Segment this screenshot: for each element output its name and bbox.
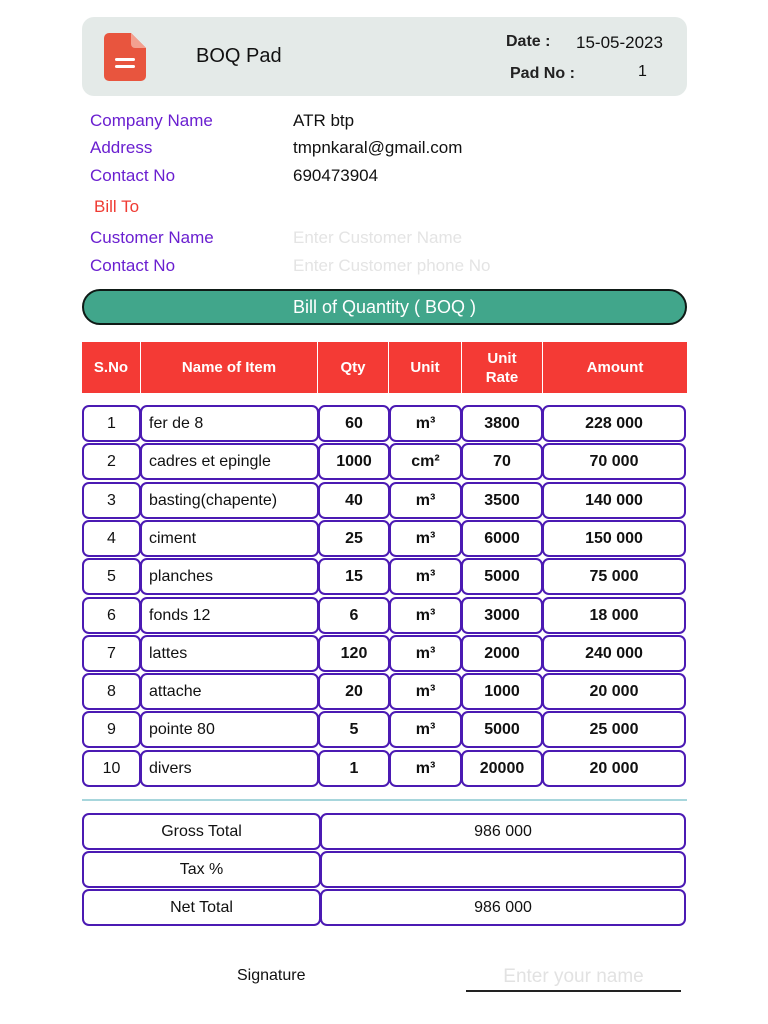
cell-qty[interactable]: 20 — [318, 673, 390, 710]
cell-item-name[interactable]: pointe 80 — [140, 711, 319, 748]
cell-unit[interactable]: m³ — [389, 635, 462, 672]
customer-name-label: Customer Name — [90, 228, 214, 247]
cell-unit-rate[interactable]: 5000 — [461, 558, 543, 595]
header-item: Name of Item — [181, 359, 277, 376]
cell-unit-rate[interactable]: 3000 — [461, 597, 543, 634]
cell-sno[interactable]: 1 — [82, 405, 141, 442]
cell-sno[interactable]: 5 — [82, 558, 141, 595]
cell-sno[interactable]: 2 — [82, 443, 141, 480]
cell-unit[interactable]: m³ — [389, 558, 462, 595]
cell-item-name[interactable]: divers — [140, 750, 319, 787]
cell-unit[interactable]: m³ — [389, 482, 462, 519]
boq-title-bar: Bill of Quantity ( BOQ ) — [82, 289, 687, 325]
customer-name-input[interactable] — [290, 227, 596, 249]
gross-total-label: Gross Total — [82, 813, 321, 850]
cell-item-name[interactable]: cadres et epingle — [140, 443, 319, 480]
cell-amount[interactable]: 25 000 — [542, 711, 686, 748]
header-amount: Amount — [586, 359, 644, 376]
signature-label: Signature — [237, 967, 306, 984]
header-unit-rate: Unit Rate — [485, 349, 519, 386]
signature-name-input[interactable] — [466, 964, 681, 992]
table-header — [82, 342, 687, 393]
cell-item-name[interactable]: lattes — [140, 635, 319, 672]
cell-qty[interactable]: 25 — [318, 520, 390, 557]
cell-item-name[interactable]: basting(chapente) — [140, 482, 319, 519]
cell-qty[interactable]: 5 — [318, 711, 390, 748]
cell-item-name[interactable]: planches — [140, 558, 319, 595]
cell-amount[interactable]: 20 000 — [542, 673, 686, 710]
cell-unit[interactable]: cm² — [389, 443, 462, 480]
cell-amount[interactable]: 228 000 — [542, 405, 686, 442]
cell-item-name[interactable]: attache — [140, 673, 319, 710]
cell-sno[interactable]: 7 — [82, 635, 141, 672]
cell-amount[interactable]: 240 000 — [542, 635, 686, 672]
cell-sno[interactable]: 6 — [82, 597, 141, 634]
company-contact-label: Contact No — [90, 166, 176, 185]
address-value[interactable]: tmpnkaral@gmail.com — [293, 138, 463, 157]
cell-amount[interactable]: 18 000 — [542, 597, 686, 634]
header-qty: Qty — [340, 359, 366, 376]
cell-qty[interactable]: 15 — [318, 558, 390, 595]
cell-unit[interactable]: m³ — [389, 750, 462, 787]
date-value[interactable]: 15-05-2023 — [576, 33, 663, 52]
cell-sno[interactable]: 8 — [82, 673, 141, 710]
customer-contact-label: Contact No — [90, 256, 176, 275]
cell-sno[interactable]: 3 — [82, 482, 141, 519]
cell-amount[interactable]: 75 000 — [542, 558, 686, 595]
company-name-value[interactable]: ATR btp — [293, 111, 355, 130]
gross-total-value: 986 000 — [320, 813, 686, 850]
cell-qty[interactable]: 1000 — [318, 443, 390, 480]
cell-unit-rate[interactable]: 1000 — [461, 673, 543, 710]
cell-qty[interactable]: 60 — [318, 405, 390, 442]
cell-unit-rate[interactable]: 2000 — [461, 635, 543, 672]
date-label: Date : — [506, 33, 551, 50]
cell-qty[interactable]: 40 — [318, 482, 390, 519]
cell-qty[interactable]: 6 — [318, 597, 390, 634]
cell-unit-rate[interactable]: 5000 — [461, 711, 543, 748]
cell-sno[interactable]: 10 — [82, 750, 141, 787]
header-card — [82, 17, 687, 96]
separator-line — [82, 799, 687, 801]
cell-unit-rate[interactable]: 3500 — [461, 482, 543, 519]
cell-unit[interactable]: m³ — [389, 597, 462, 634]
bill-to-heading: Bill To — [94, 197, 140, 216]
cell-amount[interactable]: 20 000 — [542, 750, 686, 787]
cell-qty[interactable]: 120 — [318, 635, 390, 672]
cell-sno[interactable]: 4 — [82, 520, 141, 557]
cell-unit-rate[interactable]: 20000 — [461, 750, 543, 787]
cell-unit-rate[interactable]: 6000 — [461, 520, 543, 557]
cell-amount[interactable]: 140 000 — [542, 482, 686, 519]
cell-unit[interactable]: m³ — [389, 711, 462, 748]
app-title: BOQ Pad — [196, 45, 282, 67]
address-label: Address — [90, 138, 153, 157]
cell-amount[interactable]: 150 000 — [542, 520, 686, 557]
company-contact-value[interactable]: 690473904 — [293, 166, 379, 185]
cell-unit[interactable]: m³ — [389, 673, 462, 710]
cell-unit-rate[interactable]: 3800 — [461, 405, 543, 442]
net-total-label: Net Total — [82, 889, 321, 926]
cell-amount[interactable]: 70 000 — [542, 443, 686, 480]
customer-phone-input[interactable] — [290, 255, 596, 277]
cell-item-name[interactable]: ciment — [140, 520, 319, 557]
header-sno: S.No — [93, 359, 129, 376]
net-total-value: 986 000 — [320, 889, 686, 926]
document-icon — [104, 33, 146, 81]
pad-no-label: Pad No : — [510, 65, 575, 82]
header-unit: Unit — [410, 359, 440, 376]
cell-item-name[interactable]: fonds 12 — [140, 597, 319, 634]
pad-no-value[interactable]: 1 — [638, 63, 647, 80]
company-name-label: Company Name — [90, 111, 213, 130]
cell-item-name[interactable]: fer de 8 — [140, 405, 319, 442]
cell-unit-rate[interactable]: 70 — [461, 443, 543, 480]
cell-unit[interactable]: m³ — [389, 405, 462, 442]
cell-sno[interactable]: 9 — [82, 711, 141, 748]
tax-input[interactable] — [320, 851, 686, 888]
tax-label: Tax % — [82, 851, 321, 888]
cell-unit[interactable]: m³ — [389, 520, 462, 557]
cell-qty[interactable]: 1 — [318, 750, 390, 787]
